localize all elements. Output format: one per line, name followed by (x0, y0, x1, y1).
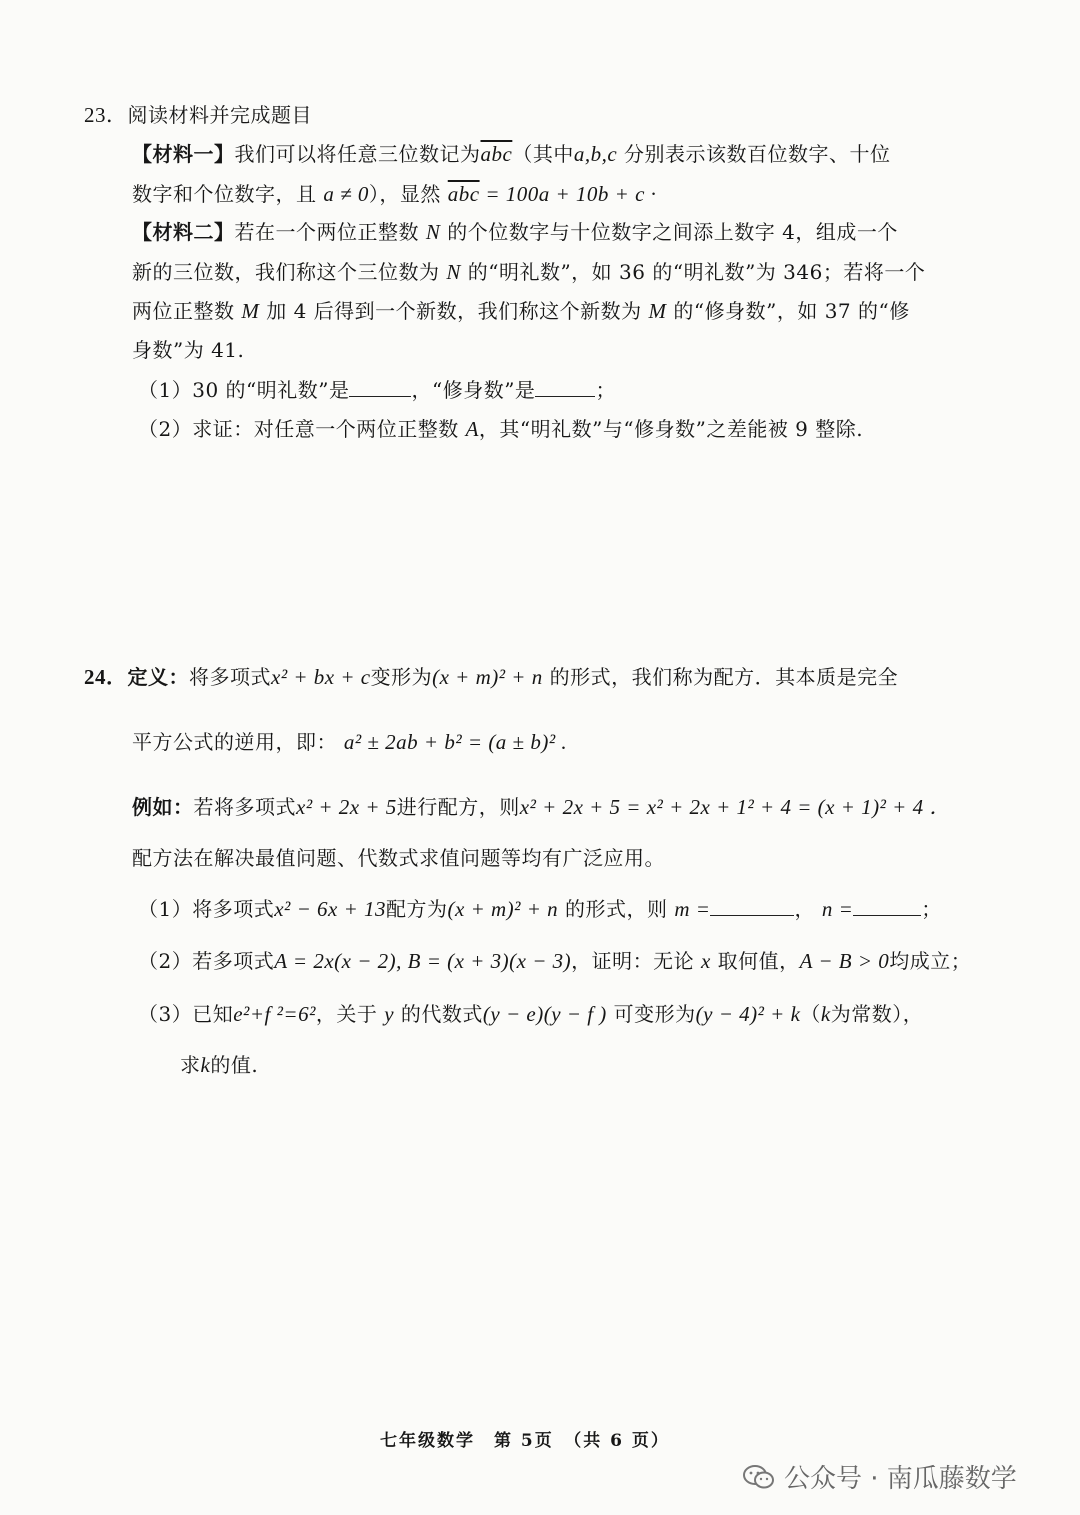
q24-definition-line1: 24．定义：将多项式x² + bx + c变形为(x + m)² + n 的形式，我们称为配方．其本质是完全 (84, 665, 899, 689)
q23-material2-line3: 两位正整数 M 加 4 后得到一个新数，我们称这个新数为 M 的“修身数”，如 37 的“修 (132, 299, 910, 323)
q24-part3-line1: （3）已知e²+f ²=6²，关于 y 的代数式(y − e)(y − f ) 可变形为(y − 4)² + k（k为常数）， (138, 1002, 924, 1026)
q24-definition-line2: 平方公式的逆用，即： a² ± 2ab + b² = (a ± b)² . (132, 730, 568, 754)
q23-heading-line (84, 100, 312, 130)
example-label: 例如： (132, 795, 194, 819)
q23-material2-line4: 身数”为 41. (132, 338, 245, 362)
watermark (742, 1458, 1017, 1495)
q23-part2: （2）求证：对任意一个两位正整数 A，其“明礼数”与“修身数”之差能被 9 整除. (138, 417, 864, 441)
q24-part1: （1）将多项式x² − 6x + 13配方为(x + m)² + n 的形式，则 m = ， n = ； (138, 897, 942, 921)
example-derivation: x² + 2x + 5 = x² + 2x + 1² + 4 = (x + 1)² + 4 ． (519, 795, 951, 819)
q23-material1-line1: 【材料一】我们可以将任意三位数记为$\overline{abc}$（其中a,b,c 分别表示该数百位数字、十位 (132, 142, 891, 166)
abc-expansion: = 100a + 10b + c · (479, 182, 657, 206)
material2-label: 【材料二】 (132, 220, 235, 244)
material1-label: 【材料一】 (132, 142, 235, 166)
square-identity: a² ± 2ab + b² = (a ± b)² . (343, 730, 568, 754)
q24-part2: （2）若多项式A = 2x(x − 2), B = (x + 3)(x − 3)，证明：无论 x 取何值，A − B > 0均成立； (138, 949, 972, 973)
q24-part3-line2: 求k的值. (180, 1053, 259, 1077)
watermark-text: 公众号 · 南瓜藤数学 (784, 1464, 1017, 1494)
q23-material2-line2: 新的三位数，我们称这个三位数为 N 的“明礼数”，如 36 的“明礼数”为 346；若将一个 (132, 260, 926, 284)
q24-example: 例如：若将多项式x² + 2x + 5进行配方，则x² + 2x + 5 = x² + 2x + 1² + 4 = (x + 1)² + 4 ． (132, 795, 951, 819)
q23-part1: （1）30 的“明礼数”是 ，“修身数”是 ； (138, 378, 616, 402)
abc-overline: $\overline{abc}$ (480, 142, 513, 166)
q24-number: 24． (84, 665, 128, 689)
q24-application: 配方法在解决最值问题、代数式求值问题等均有广泛应用。 (132, 846, 665, 870)
answer-blank-xiushen[interactable] (535, 376, 595, 397)
definition-label: 定义： (127, 665, 189, 689)
answer-blank-m[interactable] (710, 895, 794, 916)
q23-heading: 阅读材料并完成题目 (127, 103, 312, 127)
answer-blank-n[interactable] (853, 895, 921, 916)
q23-material2-line1: 【材料二】若在一个两位正整数 N 的个位数字与十位数字之间添上数字 4，组成一个 (132, 220, 898, 244)
q23-number: 23． (84, 103, 128, 127)
wechat-icon (742, 1464, 776, 1490)
q23-material1-line2: 数字和个位数字，且 a ≠ 0），显然 $\overline{abc} = 100a + 10b + c$ · (132, 182, 657, 206)
answer-blank-mingli[interactable] (349, 376, 411, 397)
page-footer: 七年级数学 第 5页 （共 6 页） (380, 1431, 670, 1451)
